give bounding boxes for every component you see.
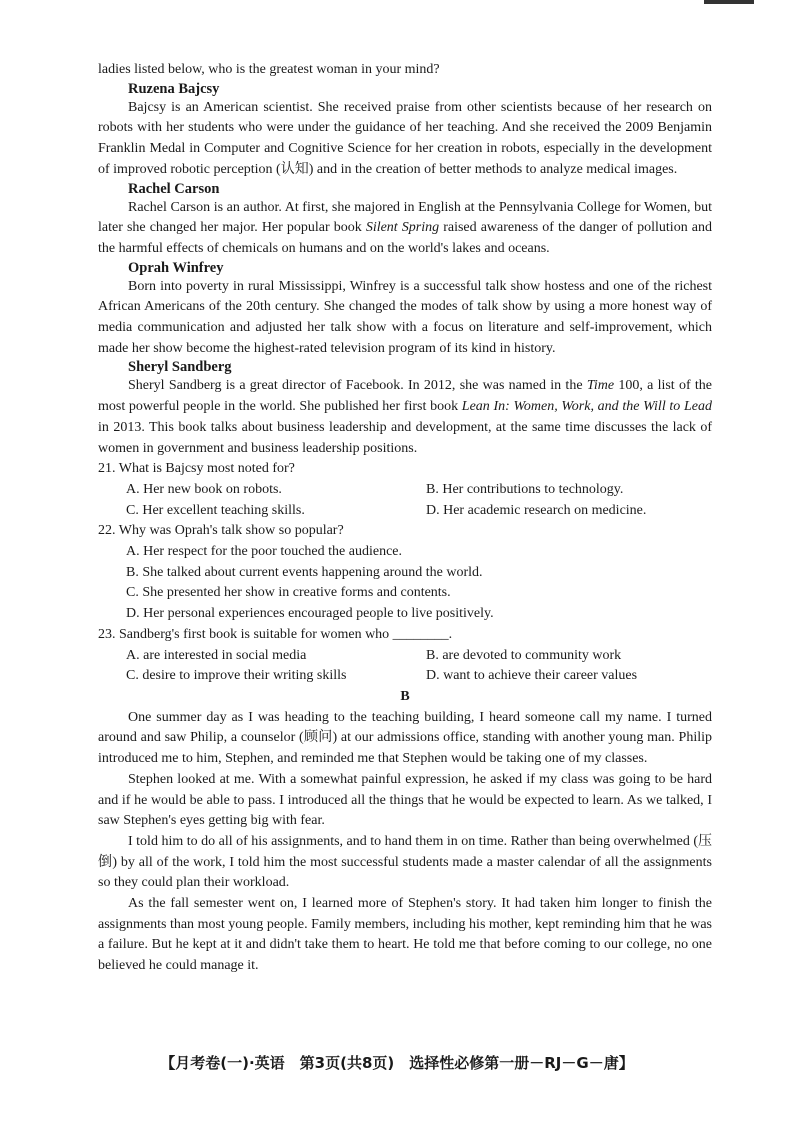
story-paragraph: Stephen looked at me. With a somewhat painful expression, he asked if my class was going to be hard and if he would be able to pass. I introduced all the things that he would be expected to learn. As we talked, I saw Stephen's eyes getting big with fear. — [98, 771, 712, 829]
text-run: Sheryl Sandberg is a great director of Facebook. In 2012, she was named in the — [128, 378, 587, 394]
text-run: raised awareness of the danger of pollution and the harmful effects of chemicals on humans and on the world's lakes and oceans. — [98, 220, 712, 256]
option: D. Her academic research on medicine. — [426, 502, 647, 518]
top-edge-mark — [704, 0, 754, 4]
page-footer: 【月考卷(一)·英语 第3页(共8页) 选择性必修第一册－RJ－G－唐】 — [160, 1054, 634, 1072]
story-paragraph: I told him to do all of his assignments, and to hand them in on time. Rather than being overwhelmed (压倒) by all of the work, I told him the most successful students made a master calendar of all the assignments so they could plan their workload. — [98, 833, 713, 891]
book-title: Silent Spring — [365, 220, 440, 236]
question-stem: 23. Sandberg's first book is suitable for women who ________. — [98, 626, 453, 642]
person-heading: Oprah Winfrey — [128, 259, 224, 276]
option: A. Her new book on robots. — [126, 481, 282, 497]
person-paragraph — [98, 198, 712, 260]
book-title: Lean In: Women, Work, and the Will to Lead — [461, 399, 712, 415]
intro-line: ladies listed below, who is the greatest woman in your mind? — [98, 62, 440, 77]
section-heading: B — [400, 688, 410, 704]
question-options — [98, 480, 712, 521]
person-paragraph: Born into poverty in rural Mississippi, Winfrey is a successful talk show hostess and one of the richest African Americans of the 20th century. She changed the modes of talk show by using a more honest way of media communication and adjusted her talk show with a focus on literature and self-improvement, which made her show become the highest-rated television program of its kind in history. — [98, 278, 712, 356]
option: C. Her excellent teaching skills. — [126, 502, 305, 518]
person-heading: Rachel Carson — [128, 180, 220, 197]
text-run: Rachel Carson is an author. At first, she majored in English at the Pennsylvania College for Women, but later she changed her major. Her popular book — [98, 199, 712, 236]
option: D. Her personal experiences encouraged people to live positively. — [126, 606, 494, 622]
option: A. are interested in social media — [126, 647, 307, 663]
question-options — [98, 646, 712, 687]
person-paragraph: Bajcsy is an American scientist. She received praise from other scientists because of her research on robots with her students who were under the guidance of her teaching. And she received the 2009 Benjamin Franklin Medal in Computer and Cognitive Science for her creation in robots, especially in the development of improved robotic perception (认知) and in the creation of better methods to analyze medical images. — [98, 99, 712, 177]
person-paragraph — [98, 376, 712, 459]
text-run: in 2013. This book talks about business leadership and development, at the same time discusses the lack of women in government and business leadership positions. — [98, 419, 712, 456]
option: B. Her contributions to technology. — [426, 481, 624, 497]
magazine-title: Time — [586, 378, 615, 394]
story-paragraph: One summer day as I was heading to the teaching building, I heard someone call my name. I turned around and saw Philip, a counselor (顾问) at our admissions office, standing with another young man. Philip introduced me to him, Stephen, and reminded me that Stephen would be taking one of my classes. — [98, 709, 712, 767]
option: B. She talked about current events happening around the world. — [126, 564, 483, 580]
option: C. desire to improve their writing skills — [126, 668, 347, 684]
text-run: 100, a list of the most powerful people in the world. She published her first book — [98, 378, 712, 415]
person-heading: Sheryl Sandberg — [128, 359, 232, 376]
option: B. are devoted to community work — [426, 647, 622, 663]
question-stem: 21. What is Bajcsy most noted for? — [98, 461, 295, 477]
question-stem: 22. Why was Oprah's talk show so popular? — [98, 523, 344, 539]
content-column — [98, 60, 712, 977]
person-heading: Ruzena Bajcsy — [128, 80, 220, 97]
option: A. Her respect for the poor touched the audience. — [126, 544, 402, 560]
option: C. She presented her show in creative forms and contents. — [126, 585, 451, 601]
option: D. want to achieve their career values — [426, 668, 638, 684]
story-paragraph: As the fall semester went on, I learned more of Stephen's story. It had taken him longer to finish the assignments than most young people. Family members, including his mother, kept reminding him that he was a failure. But he kept at it and didn't take them to heart. He told me that before coming to our college, no one believed he could manage it. — [98, 896, 712, 974]
